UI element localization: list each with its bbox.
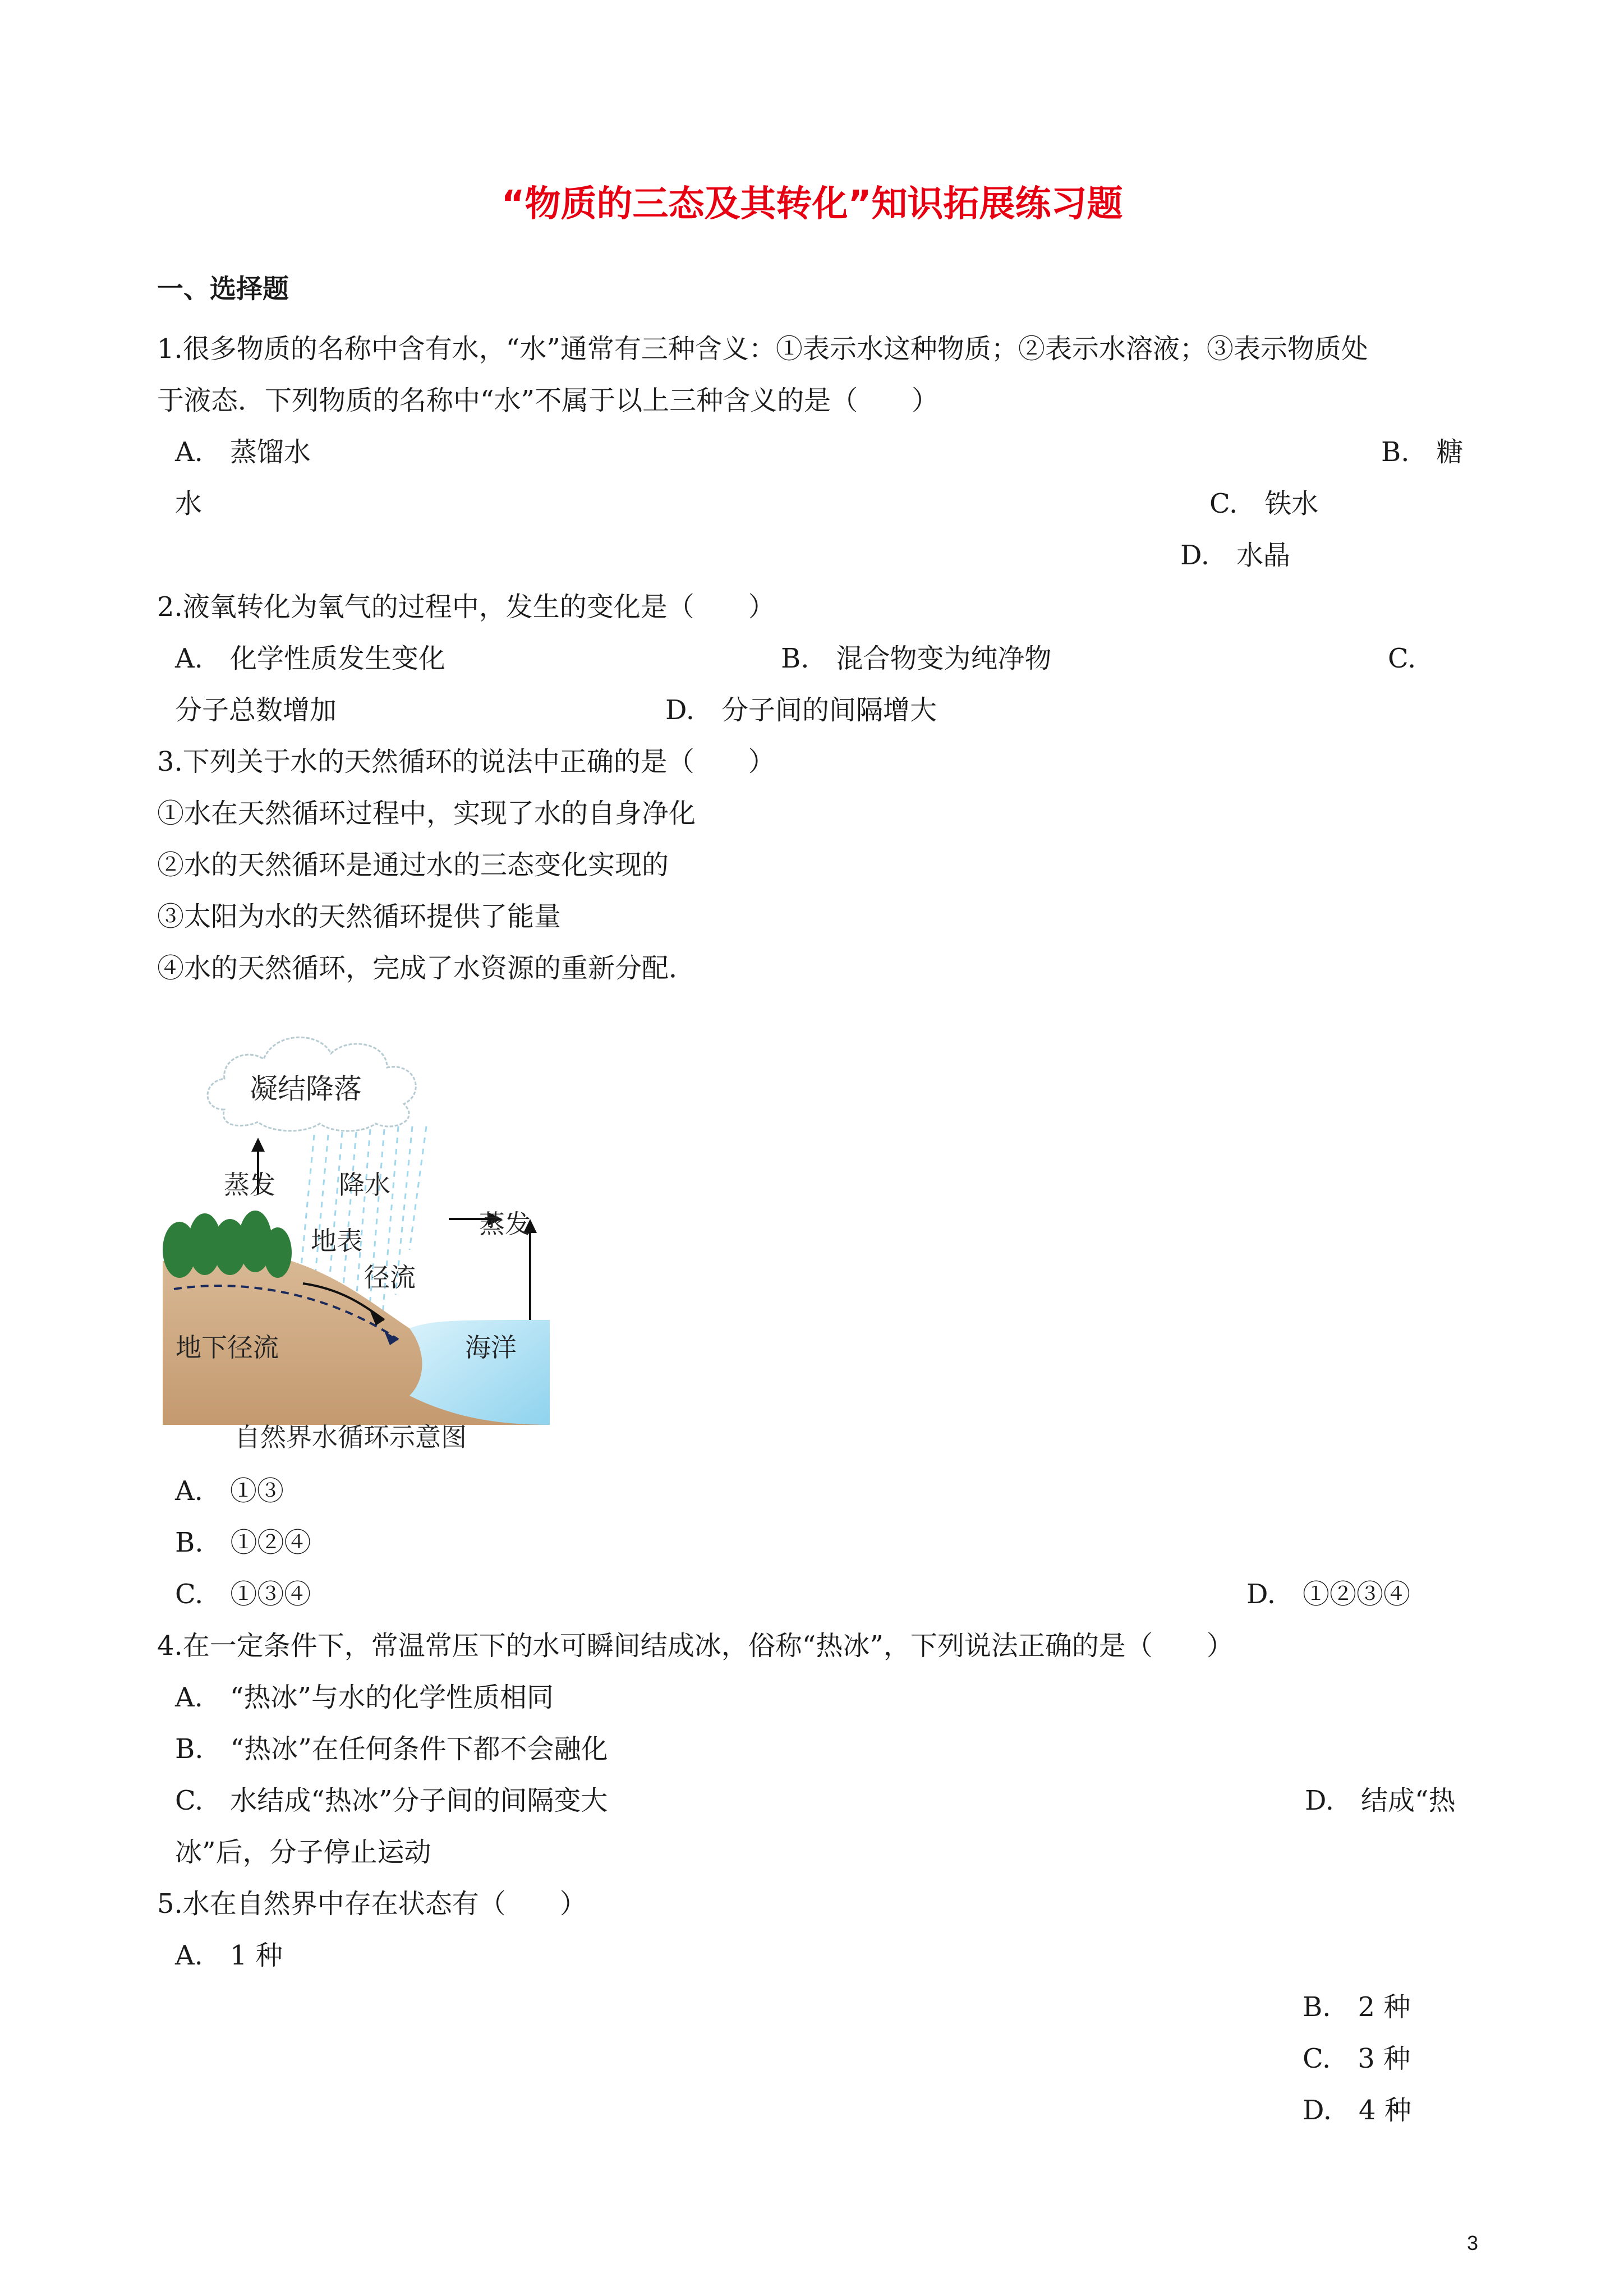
label-evaporation-right: 蒸发	[479, 1209, 531, 1239]
figure-caption: 自然界水循环示意图	[234, 1422, 467, 1452]
cloud-label: 凝结降落	[250, 1073, 362, 1105]
label-ocean: 海洋	[465, 1332, 517, 1363]
q1-option-b-wrap: 水	[175, 488, 203, 519]
label-precipitation: 降水	[339, 1170, 390, 1200]
q3-option-d: D. ①②③④	[1246, 1579, 1411, 1610]
q3-option-c: C. ①③④	[175, 1579, 311, 1610]
q2-option-a: A. 化学性质发生变化	[175, 643, 445, 674]
q5-option-d: D. 4 种	[1303, 2095, 1411, 2126]
q3-option-a: A. ①③	[175, 1475, 284, 1507]
q1-option-d: D. 水晶	[1180, 540, 1291, 571]
evaporation-left-arrowhead	[251, 1138, 265, 1152]
q3-option-b: B. ①②④	[175, 1527, 311, 1558]
label-evaporation-left: 蒸发	[224, 1170, 275, 1200]
q3-stem: 3.下列关于水的天然循环的说法中正确的是（ ）	[157, 746, 775, 777]
q5-stem: 5.水在自然界中存在状态有（ ）	[157, 1888, 587, 1920]
q1-stem-line2: 于液态．下列物质的名称中“水”不属于以上三种含义的是（ ）	[157, 385, 939, 416]
q5-option-b: B. 2 种	[1303, 1991, 1411, 2023]
q2-stem: 2.液氧转化为氧气的过程中，发生的变化是（ ）	[157, 591, 775, 623]
q3-statement-4: ④水的天然循环，完成了水资源的重新分配．	[157, 953, 696, 984]
q4-option-b: B. “热冰”在任何条件下都不会融化	[175, 1733, 608, 1765]
q1-option-a: A. 蒸馏水	[175, 436, 311, 468]
label-groundwater: 地下径流	[176, 1332, 279, 1363]
label-surface-runoff-1: 地表	[311, 1226, 362, 1256]
q3-statement-1: ①水在天然循环过程中，实现了水的自身净化	[157, 798, 696, 829]
q2-option-d: D. 分子间的间隔增大	[665, 694, 937, 726]
q4-stem: 4.在一定条件下，常温常压下的水可瞬间结成冰，俗称“热冰”，下列说法正确的是（ ）	[157, 1630, 1234, 1662]
water-cycle-figure	[163, 1014, 550, 1452]
section-heading: 一、选择题	[157, 274, 289, 305]
page-number: 3	[1466, 2231, 1478, 2254]
page-title: “物质的三态及其转化”知识拓展练习题	[501, 183, 1123, 225]
q2-option-c: C.	[1388, 643, 1416, 674]
label-surface-runoff-2: 径流	[364, 1262, 416, 1292]
q5-option-c: C. 3 种	[1303, 2043, 1411, 2074]
q2-option-b: B. 混合物变为纯净物	[781, 643, 1052, 674]
q4-option-a: A. “热冰”与水的化学性质相同	[175, 1682, 554, 1713]
q4-option-d-wrap: 冰”后，分子停止运动	[175, 1837, 431, 1868]
q5-option-a: A. 1 种	[175, 1940, 283, 1971]
q3-statement-3: ③太阳为水的天然循环提供了能量	[157, 901, 562, 932]
trees	[163, 1211, 292, 1278]
q1-option-c: C. 铁水	[1209, 488, 1319, 519]
q4-option-c: C. 水结成“热冰”分子间的间隔变大	[175, 1785, 608, 1816]
q1-option-b: B. 糖	[1381, 436, 1464, 468]
q4-option-d: D. 结成“热	[1305, 1785, 1456, 1816]
q2-option-c-wrap: 分子总数增加	[175, 694, 337, 726]
q1-stem-line1: 1.很多物质的名称中含有水，“水”通常有三种含义：①表示水这种物质；②表示水溶液；③表示物质处	[157, 333, 1368, 365]
q3-statement-2: ②水的天然循环是通过水的三态变化实现的	[157, 849, 669, 881]
